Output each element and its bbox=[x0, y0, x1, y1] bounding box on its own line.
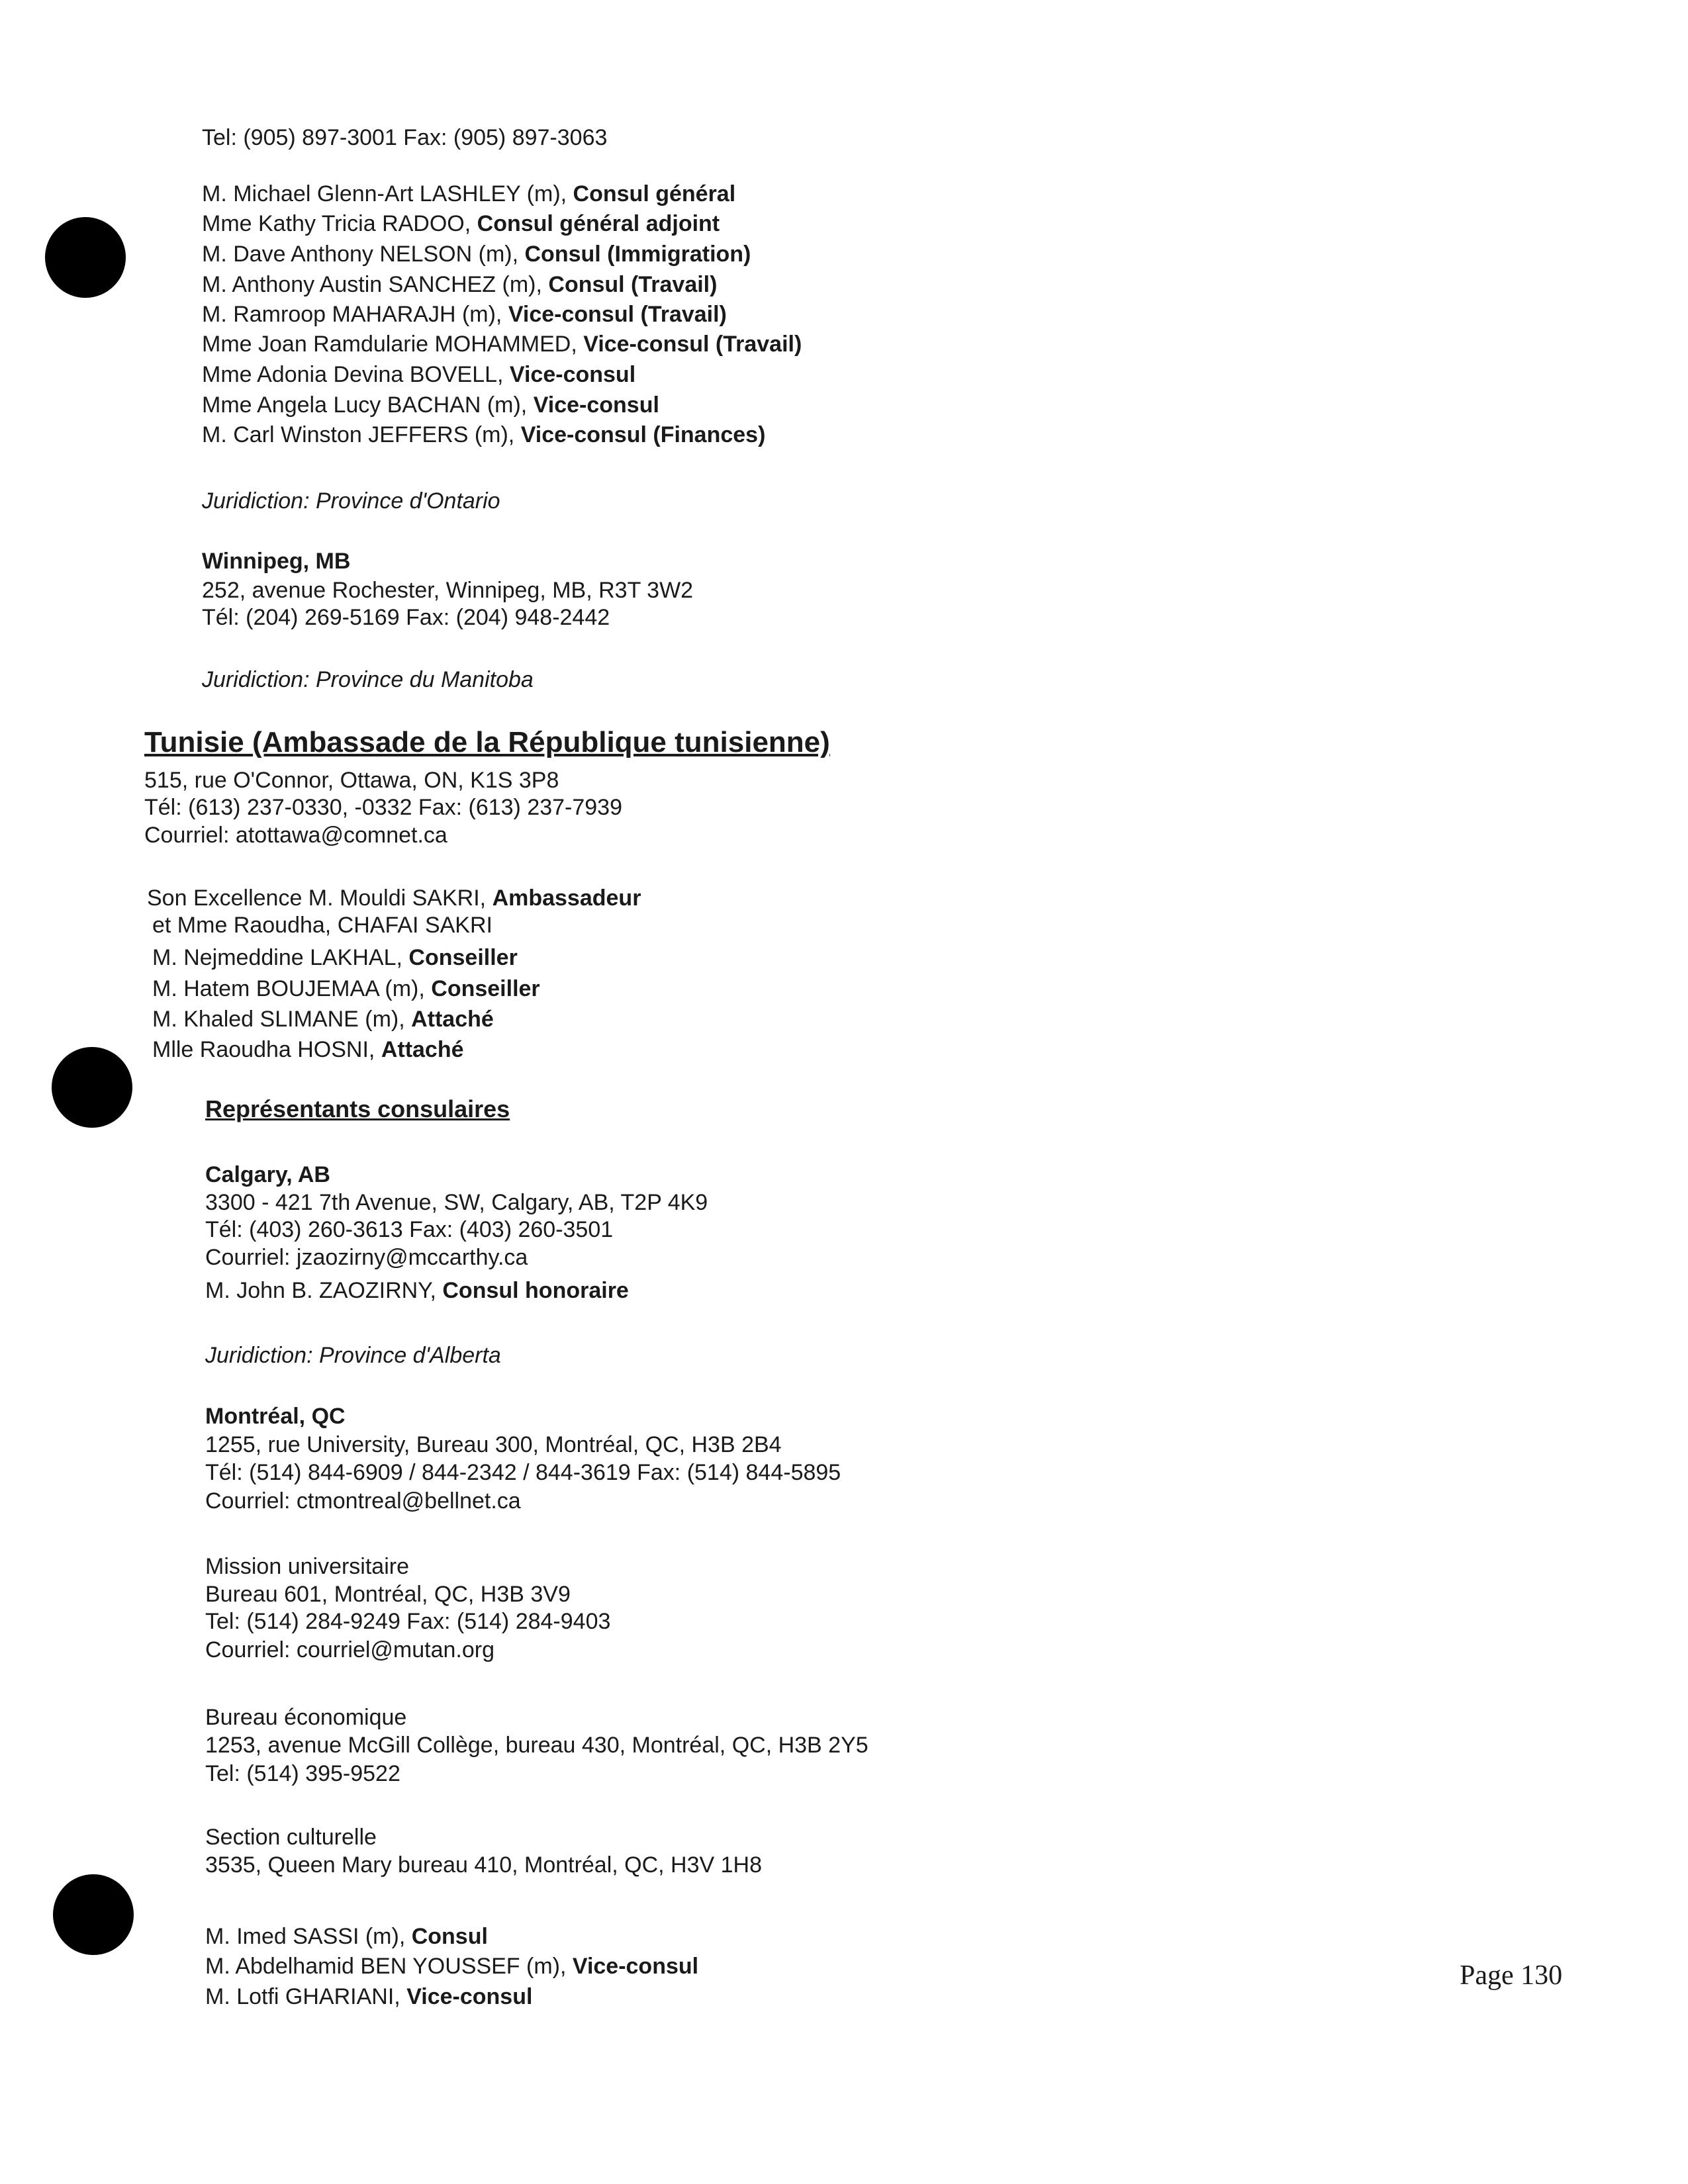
staff-name: M. Dave Anthony NELSON (m), bbox=[202, 242, 525, 267]
staff-line bbox=[202, 361, 635, 388]
tel-fax-line: Tél: (613) 237-0330, -0332 Fax: (613) 237-7939 bbox=[144, 795, 623, 820]
tel-fax-line: Tel: (514) 284-9249 Fax: (514) 284-9403 bbox=[205, 1609, 611, 1634]
staff-name: M. Hatem BOUJEMAA (m), bbox=[152, 976, 432, 1001]
jurisdiction-line: Juridiction: Province du Manitoba bbox=[202, 667, 534, 692]
staff-line bbox=[152, 944, 518, 971]
email-line: Courriel: courriel@mutan.org bbox=[205, 1637, 495, 1662]
staff-name: Son Excellence M. Mouldi SAKRI, bbox=[147, 886, 492, 911]
staff-line bbox=[202, 331, 802, 357]
staff-name: M. Michael Glenn-Art LASHLEY (m), bbox=[202, 181, 573, 206]
staff-title: Attaché bbox=[411, 1007, 494, 1032]
staff-title: Vice-consul bbox=[406, 1984, 533, 2009]
staff-title: Consul bbox=[411, 1924, 488, 1949]
staff-name: Mme Joan Ramdularie MOHAMMED, bbox=[202, 332, 584, 357]
jurisdiction-line: Juridiction: Province d'Ontario bbox=[202, 488, 500, 514]
staff-title: Vice-consul (Travail) bbox=[508, 302, 727, 327]
staff-title: Ambassadeur bbox=[492, 886, 641, 911]
staff-line bbox=[202, 422, 765, 448]
staff-line bbox=[152, 1006, 494, 1032]
address-line: 1253, avenue McGill Collège, bureau 430, Montréal, QC, H3B 2Y5 bbox=[205, 1733, 868, 1758]
email-line: Courriel: atottawa@comnet.ca bbox=[144, 823, 447, 848]
page-number: Page 130 bbox=[1460, 1960, 1563, 1991]
office-name: Section culturelle bbox=[205, 1825, 377, 1850]
staff-title: Vice-consul bbox=[509, 362, 636, 387]
city-heading: Winnipeg, MB bbox=[202, 549, 351, 574]
binder-hole-middle bbox=[52, 1047, 132, 1128]
staff-line bbox=[202, 181, 735, 207]
city-heading: Calgary, AB bbox=[205, 1162, 330, 1187]
section-heading: Représentants consulaires bbox=[205, 1095, 510, 1122]
staff-line bbox=[152, 912, 492, 938]
staff-title: Consul (Travail) bbox=[548, 272, 718, 297]
staff-line bbox=[205, 1923, 488, 1950]
jurisdiction-line: Juridiction: Province d'Alberta bbox=[205, 1343, 501, 1368]
staff-name: M. Abdelhamid BEN YOUSSEF (m), bbox=[205, 1954, 573, 1979]
staff-line bbox=[205, 1277, 629, 1304]
staff-name: Mlle Raoudha HOSNI, bbox=[152, 1037, 381, 1062]
staff-name: M. Anthony Austin SANCHEZ (m), bbox=[202, 272, 549, 297]
staff-title: Consul général bbox=[573, 181, 736, 206]
staff-line bbox=[147, 885, 641, 911]
binder-hole-bottom bbox=[53, 1874, 134, 1955]
address-line: 3535, Queen Mary bureau 410, Montréal, QC, H3V 1H8 bbox=[205, 1852, 763, 1878]
email-line: Courriel: jzaozirny@mccarthy.ca bbox=[205, 1245, 528, 1270]
staff-title: Vice-consul bbox=[572, 1954, 699, 1979]
staff-title: Conseiller bbox=[431, 976, 540, 1001]
tel-fax-line: Tel: (905) 897-3001 Fax: (905) 897-3063 bbox=[202, 125, 608, 150]
staff-title: Consul (Immigration) bbox=[524, 242, 751, 267]
staff-line bbox=[202, 301, 727, 328]
staff-title: Attaché bbox=[381, 1037, 464, 1062]
staff-title: Conseiller bbox=[408, 945, 518, 970]
staff-line bbox=[202, 392, 659, 418]
staff-line bbox=[205, 1983, 532, 2010]
staff-name: M. John B. ZAOZIRNY, bbox=[205, 1278, 443, 1303]
staff-name: Mme Adonia Devina BOVELL, bbox=[202, 362, 510, 387]
address-line: Bureau 601, Montréal, QC, H3B 3V9 bbox=[205, 1582, 571, 1607]
address-line: 1255, rue University, Bureau 300, Montréal, QC, H3B 2B4 bbox=[205, 1432, 782, 1457]
staff-title: Consul honoraire bbox=[442, 1278, 629, 1303]
staff-name: M. Khaled SLIMANE (m), bbox=[152, 1007, 412, 1032]
tel-line: Tel: (514) 395-9522 bbox=[205, 1761, 400, 1786]
staff-name: Mme Angela Lucy BACHAN (m), bbox=[202, 392, 534, 418]
city-heading: Montréal, QC bbox=[205, 1404, 346, 1429]
staff-line bbox=[205, 1953, 698, 1979]
staff-name: Mme Kathy Tricia RADOO, bbox=[202, 211, 477, 236]
staff-line bbox=[202, 271, 717, 298]
office-name: Bureau économique bbox=[205, 1705, 407, 1730]
staff-title: Consul général adjoint bbox=[477, 211, 720, 236]
address-line: 252, avenue Rochester, Winnipeg, MB, R3T 3W2 bbox=[202, 578, 694, 603]
staff-line bbox=[152, 976, 540, 1002]
staff-name: M. Imed SASSI (m), bbox=[205, 1924, 412, 1949]
staff-name: M. Ramroop MAHARAJH (m), bbox=[202, 302, 508, 327]
office-name: Mission universitaire bbox=[205, 1554, 409, 1579]
staff-name: M. Nejmeddine LAKHAL, bbox=[152, 945, 409, 970]
country-heading: Tunisie (Ambassade de la République tunisienne) bbox=[144, 726, 830, 758]
staff-title: Vice-consul bbox=[533, 392, 659, 418]
binder-hole-top bbox=[45, 217, 126, 298]
staff-line bbox=[202, 210, 720, 237]
staff-line bbox=[152, 1036, 464, 1063]
tel-fax-line: Tél: (403) 260-3613 Fax: (403) 260-3501 bbox=[205, 1217, 614, 1242]
staff-title: Vice-consul (Travail) bbox=[583, 332, 802, 357]
staff-name: M. Lotfi GHARIANI, bbox=[205, 1984, 407, 2009]
tel-fax-line: Tél: (514) 844-6909 / 844-2342 / 844-3619 Fax: (514) 844-5895 bbox=[205, 1460, 841, 1485]
staff-title: Vice-consul (Finances) bbox=[520, 422, 766, 447]
email-line: Courriel: ctmontreal@bellnet.ca bbox=[205, 1488, 521, 1514]
address-line: 515, rue O'Connor, Ottawa, ON, K1S 3P8 bbox=[144, 768, 559, 793]
staff-name: M. Carl Winston JEFFERS (m), bbox=[202, 422, 521, 447]
staff-line bbox=[202, 241, 751, 267]
staff-name: et Mme Raoudha, CHAFAI SAKRI bbox=[152, 913, 492, 938]
address-line: 3300 - 421 7th Avenue, SW, Calgary, AB, T2P 4K9 bbox=[205, 1190, 708, 1215]
tel-fax-line: Tél: (204) 269-5169 Fax: (204) 948-2442 bbox=[202, 605, 610, 630]
